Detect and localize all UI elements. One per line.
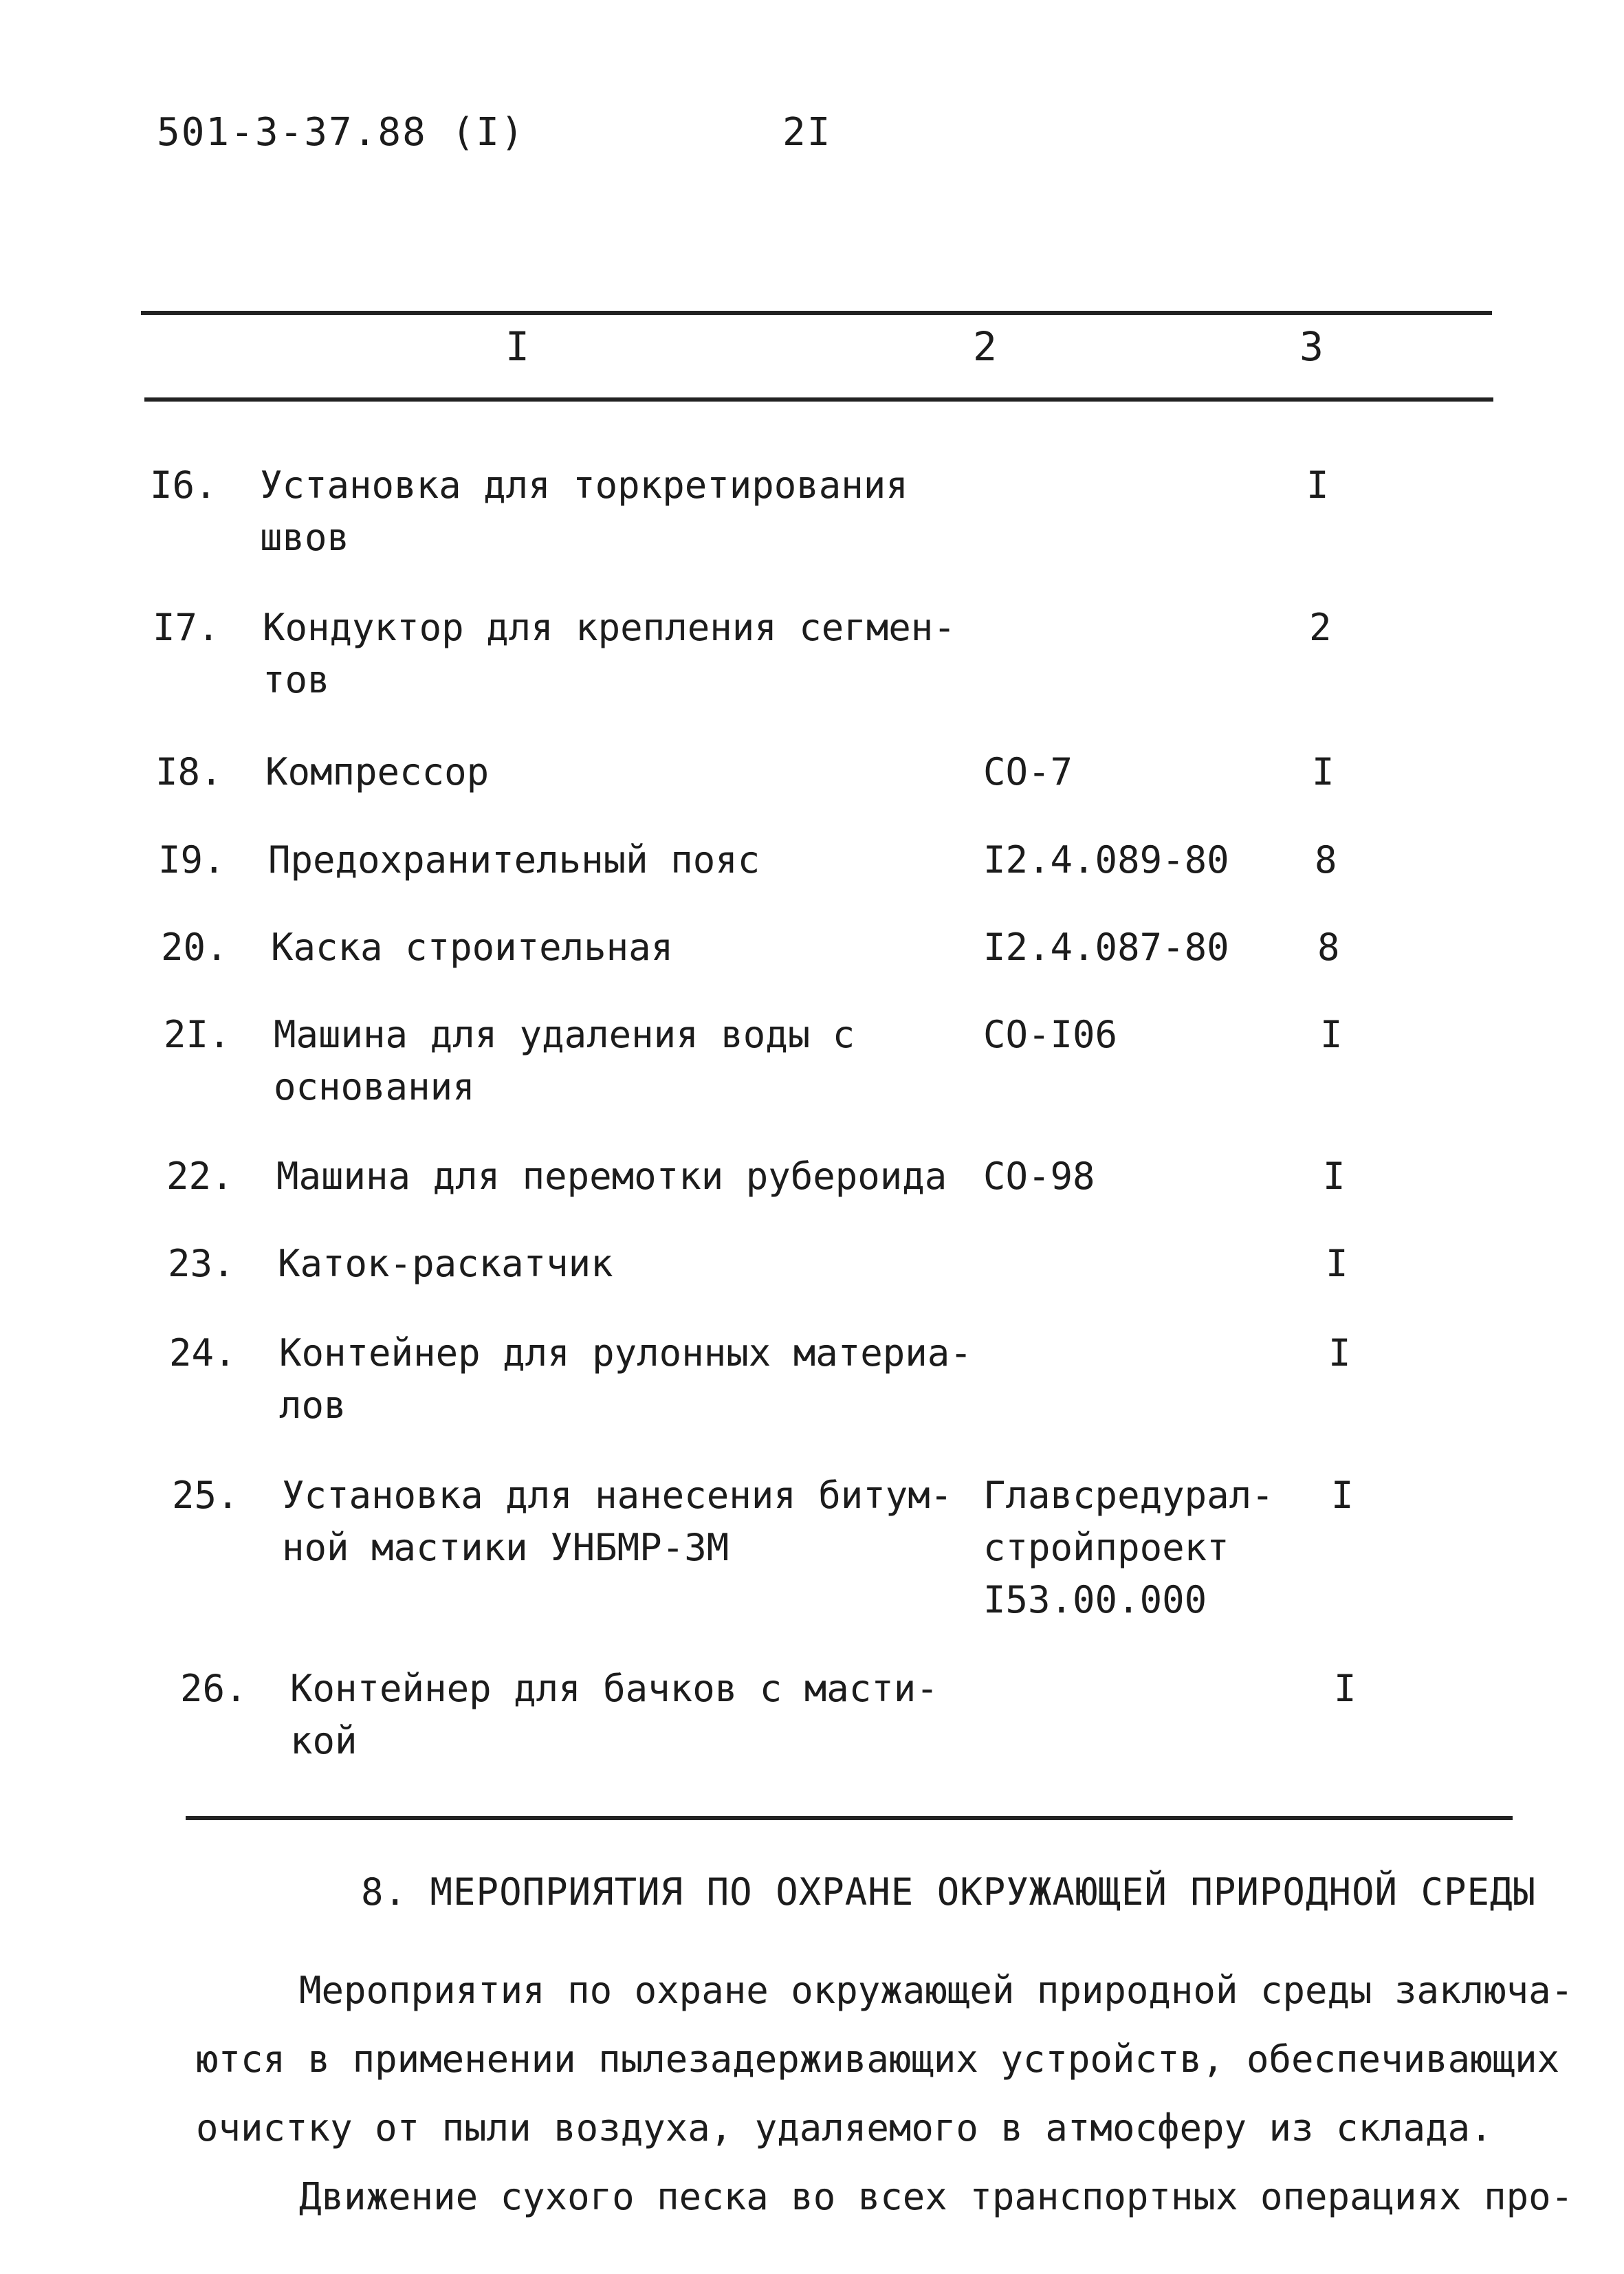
row-quantity: I <box>1326 1242 1348 1285</box>
row-name <box>271 921 986 974</box>
row-designation-line: стройпроект <box>983 1526 1229 1569</box>
column-header-2: 2 <box>973 323 997 370</box>
row-designation <box>983 1469 1272 1626</box>
paragraph-line: Движение сухого песка во всех транспортных операциях про- <box>299 2175 1574 2218</box>
paragraph-line: очистку от пыли воздуха, удаляемого в атмосферу из склада. <box>196 2106 1493 2150</box>
row-designation <box>983 834 1272 886</box>
paragraph-1 <box>196 1956 1574 2163</box>
row-name <box>282 1469 997 1574</box>
row-name-line: Машина для перемотки рубероида <box>276 1155 947 1198</box>
section-title: 8. МЕРОПРИЯТИЯ ПО ОХРАНЕ ОКРУЖАЮЩЕЙ ПРИРОДНОЙ СРЕДЫ <box>361 1870 1537 1914</box>
row-designation-line: СО-98 <box>983 1155 1095 1198</box>
row-quantity: I <box>1312 750 1335 794</box>
row-name <box>290 1663 1005 1767</box>
row-name-line: основания <box>274 1065 475 1108</box>
row-name <box>274 1009 989 1113</box>
row-name-line: Предохранительный пояс <box>268 838 760 882</box>
row-name <box>278 1238 993 1290</box>
row-name-line: лов <box>279 1384 347 1427</box>
row-name-line: Установка для нанесения битум- <box>282 1474 953 1517</box>
row-name-line: кой <box>290 1719 358 1762</box>
row-number: 23. <box>168 1242 235 1285</box>
row-number: 20. <box>161 926 228 969</box>
column-header-1: I <box>505 323 529 370</box>
document-code: 501-3-37.88 (I) <box>157 110 525 155</box>
row-number: 22. <box>166 1155 234 1198</box>
row-name <box>263 602 978 706</box>
row-designation <box>983 746 1272 798</box>
row-number: 26. <box>180 1667 248 1710</box>
row-name <box>265 746 980 798</box>
row-name-line: Контейнер для бачков с масти- <box>290 1667 939 1710</box>
row-quantity: 2 <box>1309 606 1332 649</box>
row-number: 25. <box>172 1474 239 1517</box>
row-quantity: I <box>1334 1667 1357 1710</box>
row-quantity: I <box>1331 1474 1354 1517</box>
column-header-3: 3 <box>1299 323 1324 370</box>
paragraph-2 <box>196 2163 1574 2231</box>
paragraph-line: ются в применении пылезадерживающих устройств, обеспечивающих <box>196 2037 1560 2081</box>
row-designation-line: I2.4.087-80 <box>983 926 1229 969</box>
row-number: I7. <box>153 606 220 649</box>
row-quantity: I <box>1328 1331 1351 1375</box>
row-designation <box>983 1009 1272 1061</box>
row-designation-line: I2.4.089-80 <box>983 838 1229 882</box>
row-name <box>276 1150 991 1203</box>
table-top-rule <box>141 311 1492 315</box>
row-number: I6. <box>150 463 217 507</box>
page-header <box>157 110 832 155</box>
table-header-rule <box>144 397 1493 402</box>
row-quantity: I <box>1320 1013 1343 1056</box>
row-name-line: ной мастики УНБМР-3М <box>282 1526 729 1569</box>
row-number: 2I. <box>164 1013 231 1056</box>
row-name <box>260 459 975 564</box>
row-designation-line: СО-7 <box>983 750 1073 794</box>
row-name-line: Каток-раскатчик <box>278 1242 613 1285</box>
row-designation <box>983 921 1272 974</box>
row-number: I8. <box>155 750 223 794</box>
row-designation <box>983 1150 1272 1203</box>
row-name-line: Каска строительная <box>271 926 674 969</box>
row-number: 24. <box>169 1331 237 1375</box>
row-designation-line: СО-I06 <box>983 1013 1118 1056</box>
row-name <box>268 834 983 886</box>
row-name-line: швов <box>260 516 350 559</box>
table-bottom-rule <box>186 1816 1513 1820</box>
row-name-line: Компрессор <box>265 750 490 794</box>
row-designation-line: Главсредурал- <box>983 1474 1274 1517</box>
paragraph-line: Мероприятия по охране окружающей природной среды заключа- <box>299 1969 1574 2012</box>
page-number: 2I <box>782 110 832 155</box>
row-number: I9. <box>158 838 226 882</box>
row-quantity: I <box>1306 463 1329 507</box>
row-quantity: 8 <box>1317 926 1340 969</box>
row-name <box>279 1327 994 1432</box>
row-designation-line: I53.00.000 <box>983 1578 1207 1621</box>
row-name-line: Установка для торкретирования <box>260 463 908 507</box>
row-quantity: 8 <box>1315 838 1337 882</box>
row-name-line: Контейнер для рулонных материа- <box>279 1331 972 1375</box>
row-name-line: тов <box>263 658 330 701</box>
row-name-line: Машина для удаления воды с <box>274 1013 855 1056</box>
row-quantity: I <box>1323 1155 1346 1198</box>
row-name-line: Кондуктор для крепления сегмен- <box>263 606 956 649</box>
